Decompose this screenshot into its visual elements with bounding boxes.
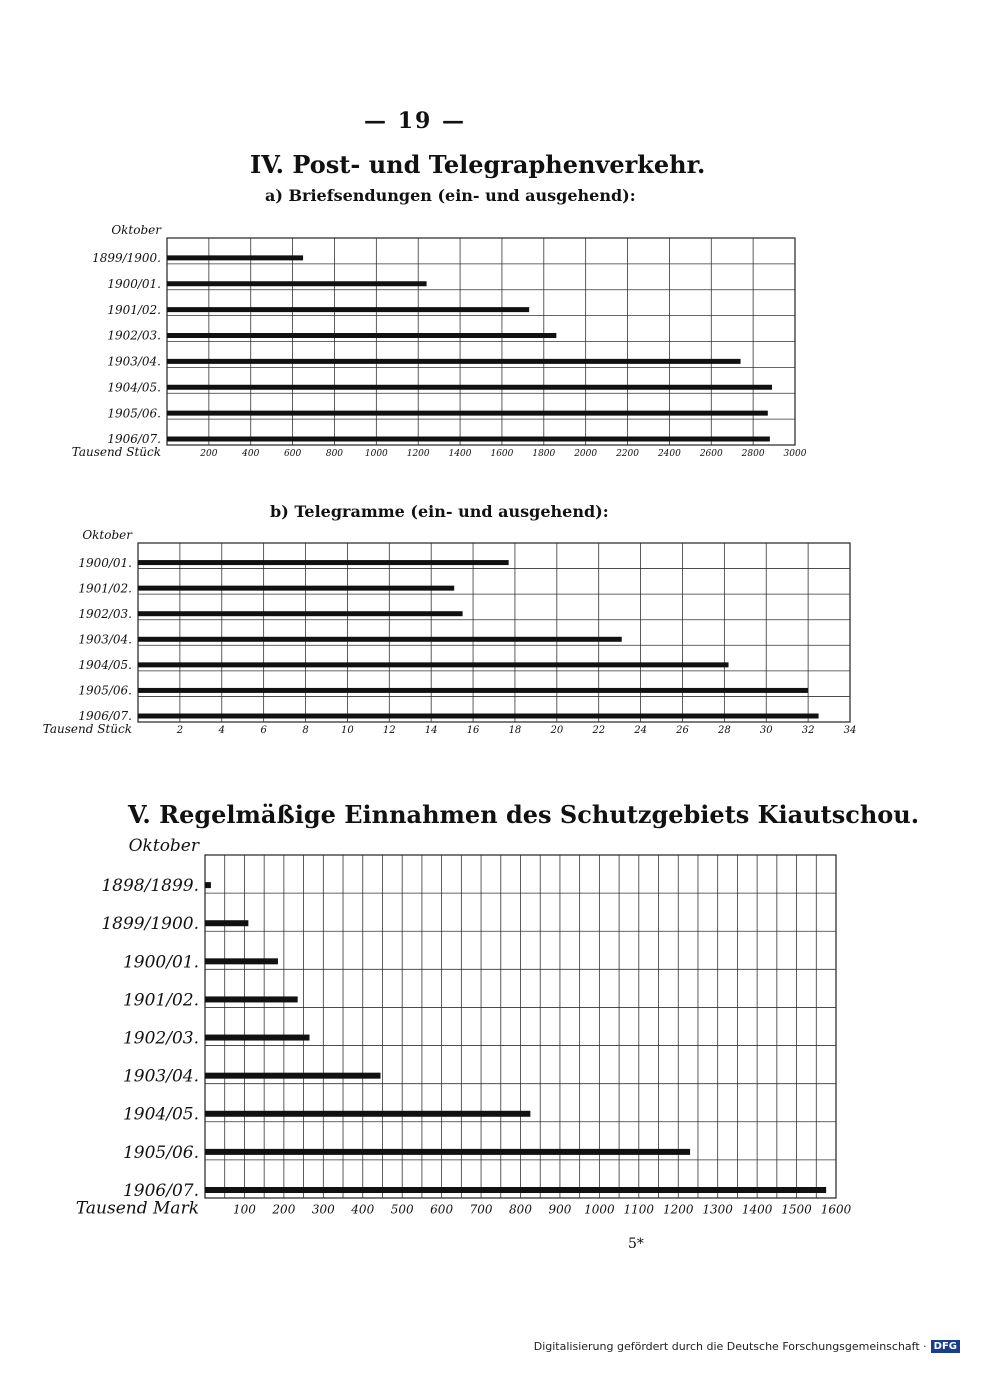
x-tick-label: 200 — [272, 1202, 296, 1217]
category-label: 1906/07. — [107, 432, 161, 447]
category-label: 1900/01. — [107, 276, 161, 291]
bar — [205, 996, 298, 1002]
category-label: 1901/02. — [122, 990, 199, 1011]
x-tick-label: 12 — [382, 724, 396, 736]
category-label: 1900/01. — [122, 952, 199, 973]
category-label: 1904/05. — [107, 380, 161, 395]
x-tick-label: 600 — [430, 1202, 454, 1217]
x-tick-label: 26 — [676, 724, 689, 736]
footer-credit-text: Digitalisierung gefördert durch die Deutsche Forschungsgemeinschaft · — [533, 1340, 927, 1353]
footer-page-mark: 5* — [628, 1236, 644, 1252]
category-label: 1905/06. — [122, 1142, 199, 1163]
section-v-title: V. Regelmäßige Einnahmen des Schutzgebiets Kiautschou. — [128, 800, 920, 829]
footer-credit — [534, 1340, 960, 1353]
x-tick-label: 22 — [592, 724, 606, 736]
category-label: 1906/07. — [78, 709, 132, 724]
bar — [205, 1073, 380, 1079]
bar — [205, 1035, 310, 1041]
x-tick-label: 1600 — [820, 1202, 852, 1217]
x-axis-label: Tausend Mark — [75, 1198, 199, 1219]
x-tick-label: 1400 — [741, 1202, 773, 1217]
x-tick-label: 900 — [548, 1202, 572, 1217]
x-tick-label: 3000 — [783, 448, 807, 459]
x-tick-label: 1800 — [532, 448, 556, 459]
category-label: 1902/03. — [107, 328, 161, 343]
x-tick-label: 1600 — [490, 448, 514, 459]
category-label: 1905/06. — [107, 406, 161, 421]
category-header: Oktober — [128, 836, 199, 856]
x-tick-label: 2 — [176, 724, 184, 736]
category-label: 1906/07. — [122, 1180, 199, 1201]
x-tick-label: 4 — [218, 724, 225, 736]
x-tick-label: 30 — [759, 724, 773, 736]
x-tick-label: 28 — [717, 724, 731, 736]
x-tick-label: 2200 — [616, 448, 639, 459]
x-tick-label: 1200 — [662, 1202, 694, 1217]
x-axis-label: Tausend Stück — [42, 721, 132, 736]
category-label: 1901/02. — [107, 302, 161, 317]
x-axis-label: Tausend Stück — [71, 444, 161, 459]
category-label: 1901/02. — [78, 581, 132, 596]
category-label: 1899/1900. — [101, 914, 199, 935]
x-tick-label: 24 — [634, 724, 647, 736]
category-label: 1903/04. — [122, 1066, 199, 1087]
category-label: 1903/04. — [78, 632, 132, 647]
category-label: 1904/05. — [122, 1104, 199, 1125]
category-label: 1903/04. — [107, 354, 161, 369]
category-label: 1898/1899. — [101, 876, 199, 897]
x-tick-label: 700 — [469, 1202, 493, 1217]
category-label: 1899/1900. — [92, 251, 161, 266]
x-tick-label: 1100 — [623, 1202, 655, 1217]
category-header: Oktober — [82, 528, 132, 542]
bar — [205, 920, 248, 926]
x-tick-label: 400 — [242, 448, 260, 459]
bar — [205, 1111, 530, 1117]
x-tick-label: 1500 — [781, 1202, 812, 1217]
x-tick-label: 1200 — [406, 448, 430, 459]
x-tick-label: 300 — [311, 1202, 335, 1217]
category-label: 1902/03. — [78, 606, 132, 621]
x-tick-label: 600 — [284, 448, 302, 459]
x-tick-label: 14 — [424, 724, 438, 736]
x-tick-label: 20 — [550, 724, 564, 736]
x-tick-label: 100 — [232, 1202, 256, 1217]
x-tick-label: 32 — [801, 724, 815, 736]
dfg-logo: DFG — [931, 1340, 960, 1353]
bar — [205, 1187, 826, 1193]
bar — [205, 958, 278, 964]
x-tick-label: 2600 — [699, 448, 723, 459]
x-tick-label: 800 — [325, 448, 344, 459]
x-tick-label: 34 — [843, 724, 857, 736]
x-tick-label: 2400 — [657, 448, 681, 459]
page-number: — 19 — — [364, 108, 466, 134]
x-tick-label: 18 — [508, 724, 522, 736]
category-header: Oktober — [111, 223, 161, 237]
chart-a-title: a) Briefsendungen (ein- und ausgehend): — [265, 186, 636, 205]
x-tick-label: 200 — [200, 448, 218, 459]
x-tick-label: 500 — [390, 1202, 414, 1217]
x-tick-label: 1000 — [584, 1202, 615, 1217]
bar — [205, 882, 211, 888]
x-tick-label: 6 — [260, 724, 267, 736]
category-label: 1900/01. — [78, 555, 132, 570]
category-label: 1905/06. — [78, 683, 132, 698]
x-tick-label: 1400 — [448, 448, 472, 459]
x-tick-label: 2000 — [574, 448, 598, 459]
category-label: 1904/05. — [78, 658, 132, 673]
x-tick-label: 1300 — [702, 1202, 733, 1217]
x-tick-label: 8 — [302, 724, 309, 736]
x-tick-label: 800 — [509, 1202, 532, 1217]
x-tick-label: 2800 — [741, 448, 765, 459]
category-label: 1902/03. — [122, 1028, 199, 1049]
section-iv-title: IV. Post- und Telegraphenverkehr. — [250, 150, 706, 179]
bar — [205, 1149, 690, 1155]
x-tick-label: 10 — [341, 724, 354, 736]
x-tick-label: 1000 — [364, 448, 388, 459]
chart-b-title: b) Telegramme (ein- und ausgehend): — [270, 502, 609, 521]
x-tick-label: 400 — [351, 1202, 375, 1217]
x-tick-label: 16 — [466, 724, 480, 736]
